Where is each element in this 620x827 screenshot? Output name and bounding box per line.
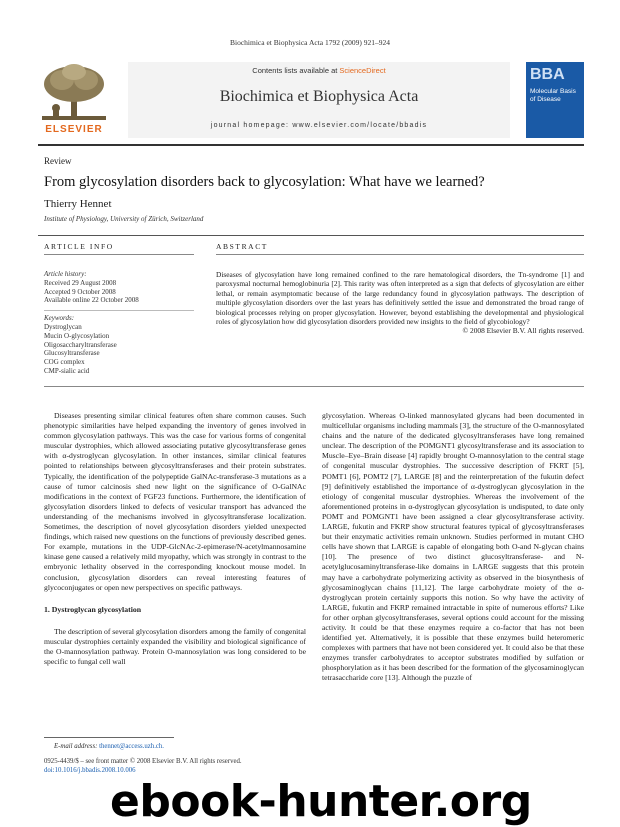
author-affiliation: Institute of Physiology, University of Zürich, Switzerland [44, 215, 204, 223]
sciencedirect-link[interactable]: ScienceDirect [339, 66, 386, 75]
article-info-block [44, 256, 194, 376]
footnote-block [44, 742, 242, 775]
author-email-link[interactable]: thennet@access.uzh.ch. [99, 743, 165, 750]
journal-masthead [38, 62, 584, 140]
body-right-column [322, 411, 584, 684]
history-label: Article history: [44, 270, 87, 278]
abstract-body [216, 270, 584, 336]
contents-line [128, 66, 510, 75]
journal-homepage[interactable]: journal homepage: www.elsevier.com/locate/bbadis [210, 122, 428, 129]
email-line [44, 742, 242, 751]
keywords-label: Keywords: [44, 314, 75, 323]
cover-title: BBA [530, 66, 565, 83]
publisher-name: ELSEVIER [45, 124, 103, 135]
body-paragraph: glycosylation. Whereas O-linked mannosylated glycans had been documented in multicellular organisms including mammals [3], the structure of the O-mannosylated chains and the nature of the dedicated glycosyltransferases have long remained unclear. The description of the POMGNT1 glycosyltransferase and its association to Muscle–Eye–Brain disease [4] rapidly brought O-mannosylation to the central stage of congenital muscular dystrophies. The successive description of FKRT [5], POMT1 [6], POMT2 [7], LARGE [8] and the reinterpretation of the fukutin defect [9] definitively established the importance of α-dystroglycan glycosylation in the etiology of congenital muscular dystrophies. Whereas the involvement of the aforementioned proteins in α-dystroglycan glycosylation is undisputed, to date only POMT and POMGNT1 have been assigned a clear glycosyltransferase activity. LARGE, fukutin and FKRP show structural features typical of glycosyltransferases but their enzymatic activities remain unknown. Studies performed in mutant CHO cells have shown that LARGE is capable of elongating both O-and N-glycan chains [10]. The presence of two distinct glucosyltransferase- and N-acetylglucosaminyltransferase-like domains in LARGE suggests that this protein may have a carbohydrate polymerizing activity as observed in the biosynthesis of glycosaminoglycan chains [11,12]. The large carbohydrate moiety of the α-dystroglycan protein certainly supports this notion. So why have the activity of LARGE, fukutin and FKRP remained intractable in spite of numerous efforts? Like for other orphan glycosyltransferases, several options could account for the missing activity. It could be that these enzymes require a co-factor that has not been identified yet. Alternatively, it is possible that these enzymes build heteromeric complexes with partners that have not been considered yet. It could also be that these enzymes transfer carbohydrates to acceptor substrates modified by sulfation or phosphorylation as it has been described for the formation of the glycosaminoglycan tetrasaccharide core [13]. Although the puzzle of [322, 411, 584, 683]
abstract-heading: ABSTRACT [216, 242, 268, 251]
history-accepted: Accepted 9 October 2008 [44, 287, 116, 296]
abstract-rule [216, 254, 584, 255]
journal-cover-image [526, 62, 584, 138]
header-rule [38, 235, 584, 236]
history-online: Available online 22 October 2008 [44, 296, 139, 305]
doi-link[interactable]: doi:10.1016/j.bbadis.2008.10.006 [44, 767, 136, 774]
body-paragraph: The description of several glycosylation disorders among the family of congenital muscular dystrophies certainly expanded the visibility and biological significance of the O-mannosylation pathway. Protein O-mannosylation was long considered to be specific to fungal cell wall [44, 626, 306, 667]
section-heading: 1. Dystroglycan glycosylation [44, 604, 142, 614]
article-info-heading: ARTICLE INFO [44, 242, 114, 251]
history-received: Received 29 August 2008 [44, 278, 117, 287]
abstract-copyright: © 2008 Elsevier B.V. All rights reserved. [462, 326, 584, 336]
abstract-text: Diseases of glycosylation have long remained confined to the rare hematological disorders, the Tn-syndrome [1] and paroxysmal nocturnal hemoglobinuria [2]. This rarity was often interpreted as a sign that defects of glycosylation are either lethal, or remain asymptomatic because of the large redundancy found in glycosylation pathways. The description of multiple glycosylation disorders over the last years has definitively settled the issue and demonstrated the broad range of biological processes relying on proper glycosylation. However, beyond establishing the developmental and physiological roles of glycosylation how did glycosylation disorders provided new insights to the field of glycobiology? [216, 270, 584, 327]
keyword-divider [44, 310, 194, 311]
issn-line: 0925-4439/$ – see front matter © 2008 Elsevier B.V. All rights reserved. [44, 758, 242, 765]
article-author: Thierry Hennet [44, 198, 112, 210]
journal-citation: Biochimica et Biophysica Acta 1792 (2009) 921–924 [230, 38, 390, 47]
keyword-item: Oligosaccharyltransferase [44, 340, 117, 349]
article-title: From glycosylation disorders back to glycosylation: What have we learned? [44, 174, 485, 190]
body-paragraph: Diseases presenting similar clinical features often share common causes. Such phenotypic similarities have helped expanding the inventory of genes involved in common glycosylation pathways. This was the case for various forms of congenital muscular dystrophies, which allowed associating putative glycosyltransferase genes with α-dystroglycan glycosylation. In other instances, similar clinical features pointed to relationships between glycosyltransferases and their protein substrates. Typically, the identification of the polypeptide GalNAc-transferase-3 mutations as a cause of tumor calcinosis shed new light on the significance of O-GalNAc modifications in the context of FGF23 functions. Furthermore, the identification of glycosylation disorders linked to defects of vesicular transport has advanced the understanding of the mechanisms involved in glycosyltransferase localization. Sometimes, the description of novel glycosylation disorders yielded unexpected findings, which raised new questions on the functions of previously described genes. For example, mutations in the UDP-GlcNAc-2-epimerase/N-acetylmannosamine kinase gene caused a relatively mild myopathy, which was strongly in contrast to the embryonic lethality observed in the corresponding knockout mouse model. In conclusion, glycosylation disorders can reveal interesting features of glycoconjugates or open new perspectives on specific pathways. [44, 411, 306, 592]
keyword-item: Dystroglycan [44, 322, 82, 331]
contents-prefix: Contents lists available at [252, 66, 338, 75]
keyword-item: Mucin O-glycosylation [44, 331, 110, 340]
watermark-text: ebook-hunter.org [110, 776, 532, 827]
cover-subtitle: Molecular Basis of Disease [530, 88, 576, 103]
footnote-rule [44, 737, 174, 738]
masthead-rule [38, 144, 584, 146]
info-rule [44, 254, 194, 255]
journal-title: Biochimica et Biophysica Acta [219, 88, 419, 105]
body-left-column [44, 411, 306, 667]
email-label: E-mail address: [54, 743, 98, 750]
keyword-item: CMP-sialic acid [44, 366, 90, 375]
journal-banner [128, 62, 510, 138]
keyword-item: COG complex [44, 358, 85, 367]
article-section-type: Review [44, 156, 72, 166]
abstract-bottom-rule [44, 386, 584, 387]
keyword-item: Glucosyltransferase [44, 349, 100, 358]
